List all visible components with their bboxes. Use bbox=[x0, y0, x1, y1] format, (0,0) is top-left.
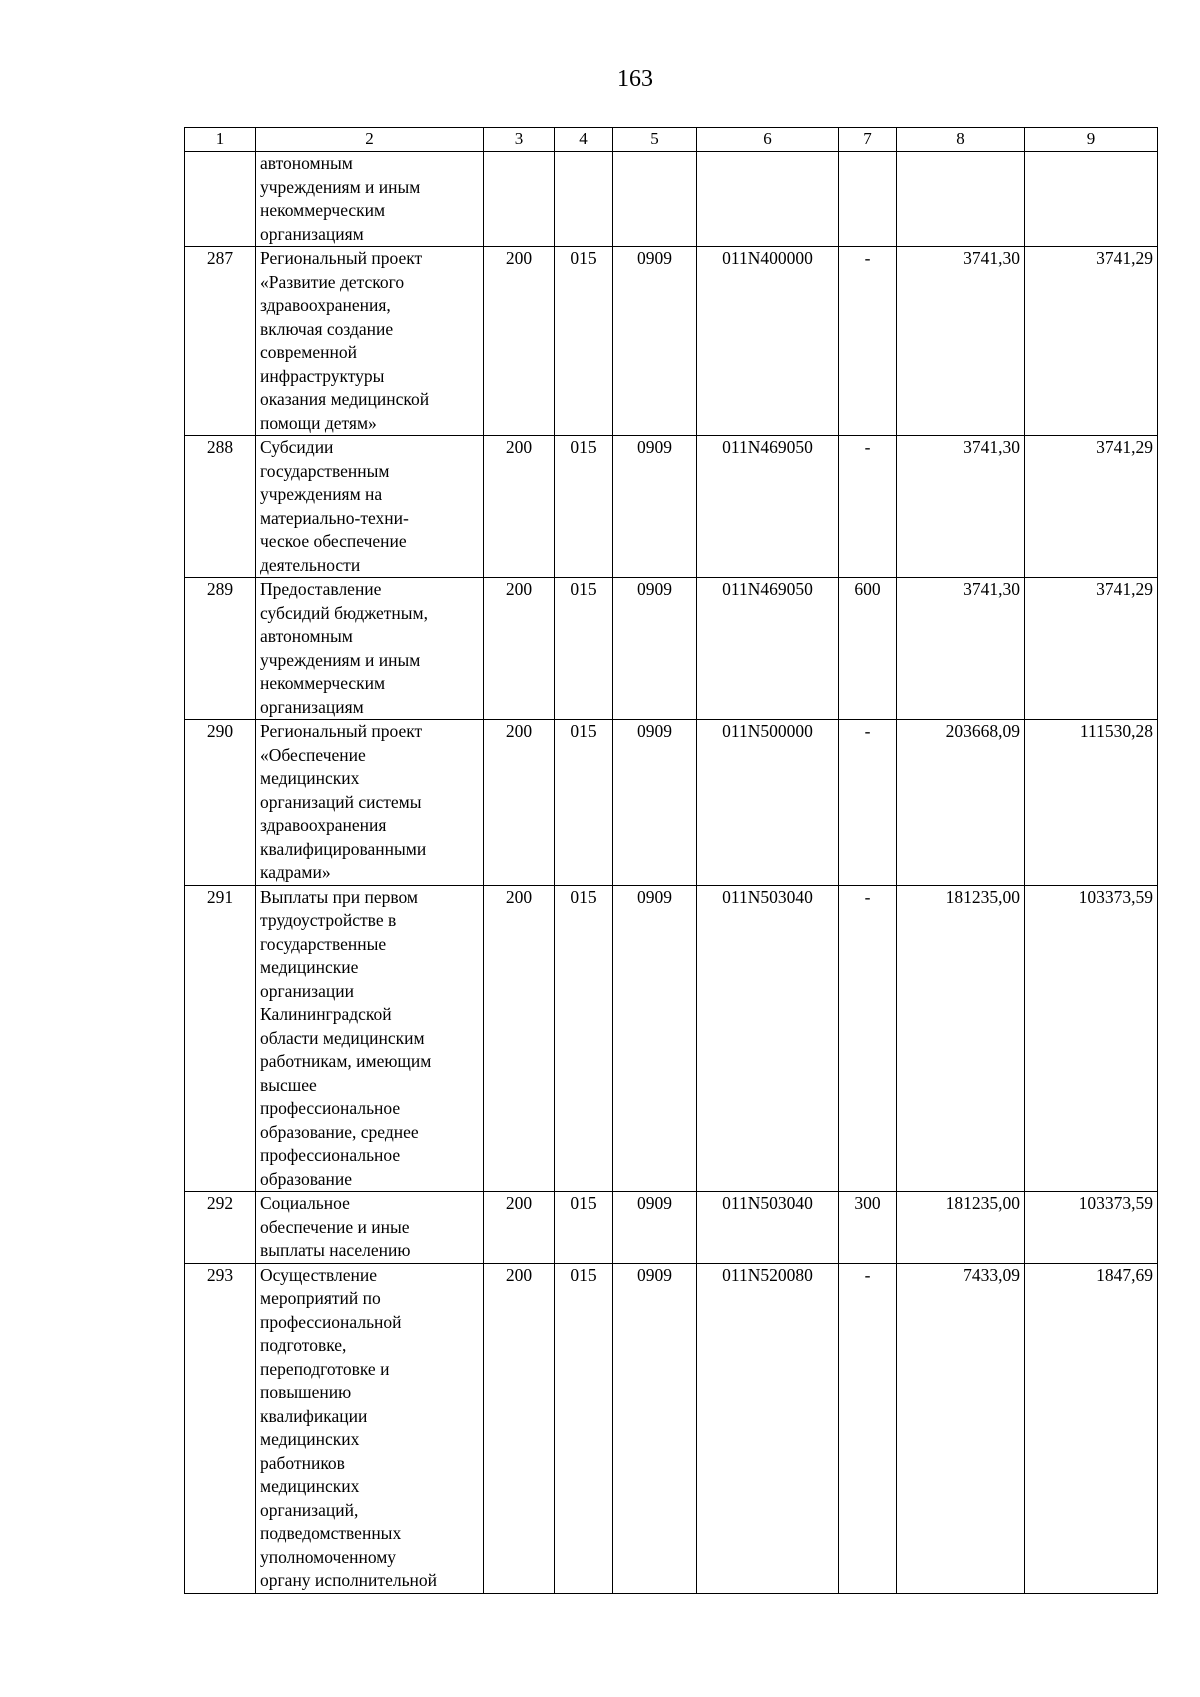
row-number: 289 bbox=[185, 578, 256, 720]
row-name-line: мероприятий по bbox=[260, 1288, 381, 1308]
row-name-line: современной bbox=[260, 342, 357, 362]
row-section: 0909 bbox=[613, 885, 697, 1192]
row-code-4: 015 bbox=[555, 436, 613, 578]
row-code-4: 015 bbox=[555, 1192, 613, 1264]
row-section bbox=[613, 152, 697, 247]
row-name-line: работников bbox=[260, 1452, 345, 1473]
row-amount-plan: 3741,30 bbox=[897, 436, 1025, 578]
row-name-line: включая создание bbox=[260, 318, 394, 339]
row-name-line: здравоохранения bbox=[260, 815, 387, 835]
row-expense-type: - bbox=[839, 1263, 897, 1593]
row-name bbox=[256, 885, 484, 1192]
row-name-line: организаций системы bbox=[260, 791, 422, 812]
row-amount-actual: 103373,59 bbox=[1025, 885, 1158, 1192]
page-number: 163 bbox=[617, 66, 653, 92]
table-row bbox=[185, 1192, 1158, 1264]
table-row bbox=[185, 247, 1158, 436]
row-code-3: 200 bbox=[484, 1192, 555, 1264]
table-row bbox=[185, 578, 1158, 720]
row-name-line: «Обеспечение bbox=[260, 744, 366, 765]
row-name-line: Выплаты при первом bbox=[260, 886, 418, 907]
row-name-line: организации bbox=[260, 980, 354, 1001]
table-row bbox=[185, 152, 1158, 247]
row-name-line: здравоохранения, bbox=[260, 295, 391, 315]
row-number: 288 bbox=[185, 436, 256, 578]
row-target-code: 011N500000 bbox=[697, 720, 839, 886]
row-expense-type: - bbox=[839, 247, 897, 436]
row-code-4: 015 bbox=[555, 720, 613, 886]
row-name-line: Субсидии bbox=[260, 437, 334, 457]
row-code-3: 200 bbox=[484, 578, 555, 720]
row-code-3: 200 bbox=[484, 1263, 555, 1593]
table-row bbox=[185, 885, 1158, 1192]
row-name-line: учреждениям и иным bbox=[260, 649, 421, 670]
row-name bbox=[256, 1192, 484, 1264]
row-name-line: образование, среднее bbox=[260, 1121, 419, 1142]
row-name-line: подготовке, bbox=[260, 1335, 347, 1355]
row-code-3: 200 bbox=[484, 436, 555, 578]
row-code-3: 200 bbox=[484, 247, 555, 436]
row-name-line: квалификации bbox=[260, 1405, 368, 1426]
row-name-line: государственные bbox=[260, 933, 387, 954]
row-name bbox=[256, 1263, 484, 1593]
row-name-line: материально-техни- bbox=[260, 507, 409, 528]
row-name-line: Осуществление bbox=[260, 1264, 378, 1285]
row-number: 293 bbox=[185, 1263, 256, 1593]
row-name-line: организациям bbox=[260, 223, 364, 244]
row-name-line: оказания медицинской bbox=[260, 389, 430, 409]
row-expense-type: 600 bbox=[839, 578, 897, 720]
row-expense-type bbox=[839, 152, 897, 247]
row-name-line: подведомственных bbox=[260, 1523, 402, 1543]
row-amount-plan: 3741,30 bbox=[897, 578, 1025, 720]
row-name-line: уполномоченному bbox=[260, 1546, 397, 1567]
row-name bbox=[256, 247, 484, 436]
row-name-line: «Развитие детского bbox=[260, 271, 405, 292]
row-section: 0909 bbox=[613, 578, 697, 720]
row-name-line: профессиональное bbox=[260, 1145, 401, 1165]
row-section: 0909 bbox=[613, 436, 697, 578]
row-amount-plan: 203668,09 bbox=[897, 720, 1025, 886]
row-amount-plan: 3741,30 bbox=[897, 247, 1025, 436]
row-name-line: медицинских bbox=[260, 1476, 360, 1496]
table-row bbox=[185, 720, 1158, 886]
row-name-line: образование bbox=[260, 1168, 353, 1189]
column-header: 6 bbox=[697, 128, 839, 152]
row-amount-plan: 181235,00 bbox=[897, 1192, 1025, 1264]
row-target-code: 011N503040 bbox=[697, 885, 839, 1192]
row-section: 0909 bbox=[613, 720, 697, 886]
row-name-line: профессиональное bbox=[260, 1098, 401, 1118]
row-name-line: организаций, bbox=[260, 1499, 359, 1520]
row-expense-type: - bbox=[839, 720, 897, 886]
row-amount-actual: 1847,69 bbox=[1025, 1263, 1158, 1593]
budget-table bbox=[184, 127, 1158, 1594]
row-number: 287 bbox=[185, 247, 256, 436]
row-amount-plan: 7433,09 bbox=[897, 1263, 1025, 1593]
column-header: 3 bbox=[484, 128, 555, 152]
row-name-line: автономным bbox=[260, 153, 353, 173]
row-name-line: медицинские bbox=[260, 957, 359, 977]
row-name-line: повышению bbox=[260, 1382, 352, 1402]
row-name-line: высшее bbox=[260, 1074, 317, 1095]
row-name-line: Региональный проект bbox=[260, 721, 423, 741]
column-header: 9 bbox=[1025, 128, 1158, 152]
row-expense-type: - bbox=[839, 436, 897, 578]
row-section: 0909 bbox=[613, 247, 697, 436]
row-target-code bbox=[697, 152, 839, 247]
row-code-4: 015 bbox=[555, 247, 613, 436]
row-number: 291 bbox=[185, 885, 256, 1192]
row-name-line: кадрами» bbox=[260, 862, 331, 882]
table-row bbox=[185, 436, 1158, 578]
row-name-line: Калининградской bbox=[260, 1004, 392, 1024]
row-name-line: медицинских bbox=[260, 1429, 360, 1449]
row-name-line: инфраструктуры bbox=[260, 365, 385, 386]
row-amount-actual: 3741,29 bbox=[1025, 436, 1158, 578]
header-row bbox=[185, 128, 1158, 152]
row-name-line: учреждениям на bbox=[260, 484, 383, 504]
row-code-4: 015 bbox=[555, 885, 613, 1192]
row-amount-actual: 111530,28 bbox=[1025, 720, 1158, 886]
row-code-3: 200 bbox=[484, 720, 555, 886]
row-name-line: ческое обеспечение bbox=[260, 531, 407, 551]
row-name-line: Социальное bbox=[260, 1193, 350, 1213]
row-name-line: учреждениям и иным bbox=[260, 176, 421, 197]
row-code-3: 200 bbox=[484, 885, 555, 1192]
column-header: 1 bbox=[185, 128, 256, 152]
column-header: 4 bbox=[555, 128, 613, 152]
row-name-line: квалифицированными bbox=[260, 838, 427, 859]
row-target-code: 011N503040 bbox=[697, 1192, 839, 1264]
row-target-code: 011N520080 bbox=[697, 1263, 839, 1593]
row-code-4: 015 bbox=[555, 578, 613, 720]
row-name-line: деятельности bbox=[260, 554, 361, 575]
row-section: 0909 bbox=[613, 1263, 697, 1593]
row-amount-actual: 3741,29 bbox=[1025, 247, 1158, 436]
row-name-line: работникам, имеющим bbox=[260, 1051, 432, 1071]
row-name-line: некоммерческим bbox=[260, 200, 386, 220]
row-code-4 bbox=[555, 152, 613, 247]
row-name-line: выплаты населению bbox=[260, 1240, 411, 1260]
column-header: 2 bbox=[256, 128, 484, 152]
row-target-code: 011N469050 bbox=[697, 436, 839, 578]
row-name-line: области медицинским bbox=[260, 1027, 425, 1048]
row-name-line: организациям bbox=[260, 696, 364, 717]
row-target-code: 011N469050 bbox=[697, 578, 839, 720]
table-row bbox=[185, 1263, 1158, 1593]
row-name bbox=[256, 436, 484, 578]
row-name-line: Предоставление bbox=[260, 579, 382, 599]
row-name-line: медицинских bbox=[260, 768, 360, 788]
row-name-line: обеспечение и иные bbox=[260, 1216, 410, 1237]
row-code-3 bbox=[484, 152, 555, 247]
row-name-line: некоммерческим bbox=[260, 673, 386, 693]
row-number: 292 bbox=[185, 1192, 256, 1264]
row-section: 0909 bbox=[613, 1192, 697, 1264]
row-expense-type: 300 bbox=[839, 1192, 897, 1264]
row-expense-type: - bbox=[839, 885, 897, 1192]
column-header: 5 bbox=[613, 128, 697, 152]
row-number: 290 bbox=[185, 720, 256, 886]
row-name-line: автономным bbox=[260, 626, 353, 646]
table-body bbox=[185, 152, 1158, 1594]
row-name-line: органу исполнительной bbox=[260, 1570, 438, 1590]
row-name-line: переподготовке и bbox=[260, 1358, 390, 1379]
row-name-line: субсидий бюджетным, bbox=[260, 602, 428, 623]
row-name-line: Региональный проект bbox=[260, 248, 423, 268]
row-amount-actual bbox=[1025, 152, 1158, 247]
row-name bbox=[256, 152, 484, 247]
row-name bbox=[256, 720, 484, 886]
row-name-line: государственным bbox=[260, 460, 390, 481]
row-amount-actual: 3741,29 bbox=[1025, 578, 1158, 720]
row-name bbox=[256, 578, 484, 720]
row-target-code: 011N400000 bbox=[697, 247, 839, 436]
row-number bbox=[185, 152, 256, 247]
row-name-line: профессиональной bbox=[260, 1311, 402, 1332]
row-name-line: помощи детям» bbox=[260, 412, 377, 433]
row-code-4: 015 bbox=[555, 1263, 613, 1593]
row-amount-plan: 181235,00 bbox=[897, 885, 1025, 1192]
column-header: 8 bbox=[897, 128, 1025, 152]
row-name-line: трудоустройстве в bbox=[260, 910, 397, 930]
row-amount-actual: 103373,59 bbox=[1025, 1192, 1158, 1264]
column-header: 7 bbox=[839, 128, 897, 152]
row-amount-plan bbox=[897, 152, 1025, 247]
